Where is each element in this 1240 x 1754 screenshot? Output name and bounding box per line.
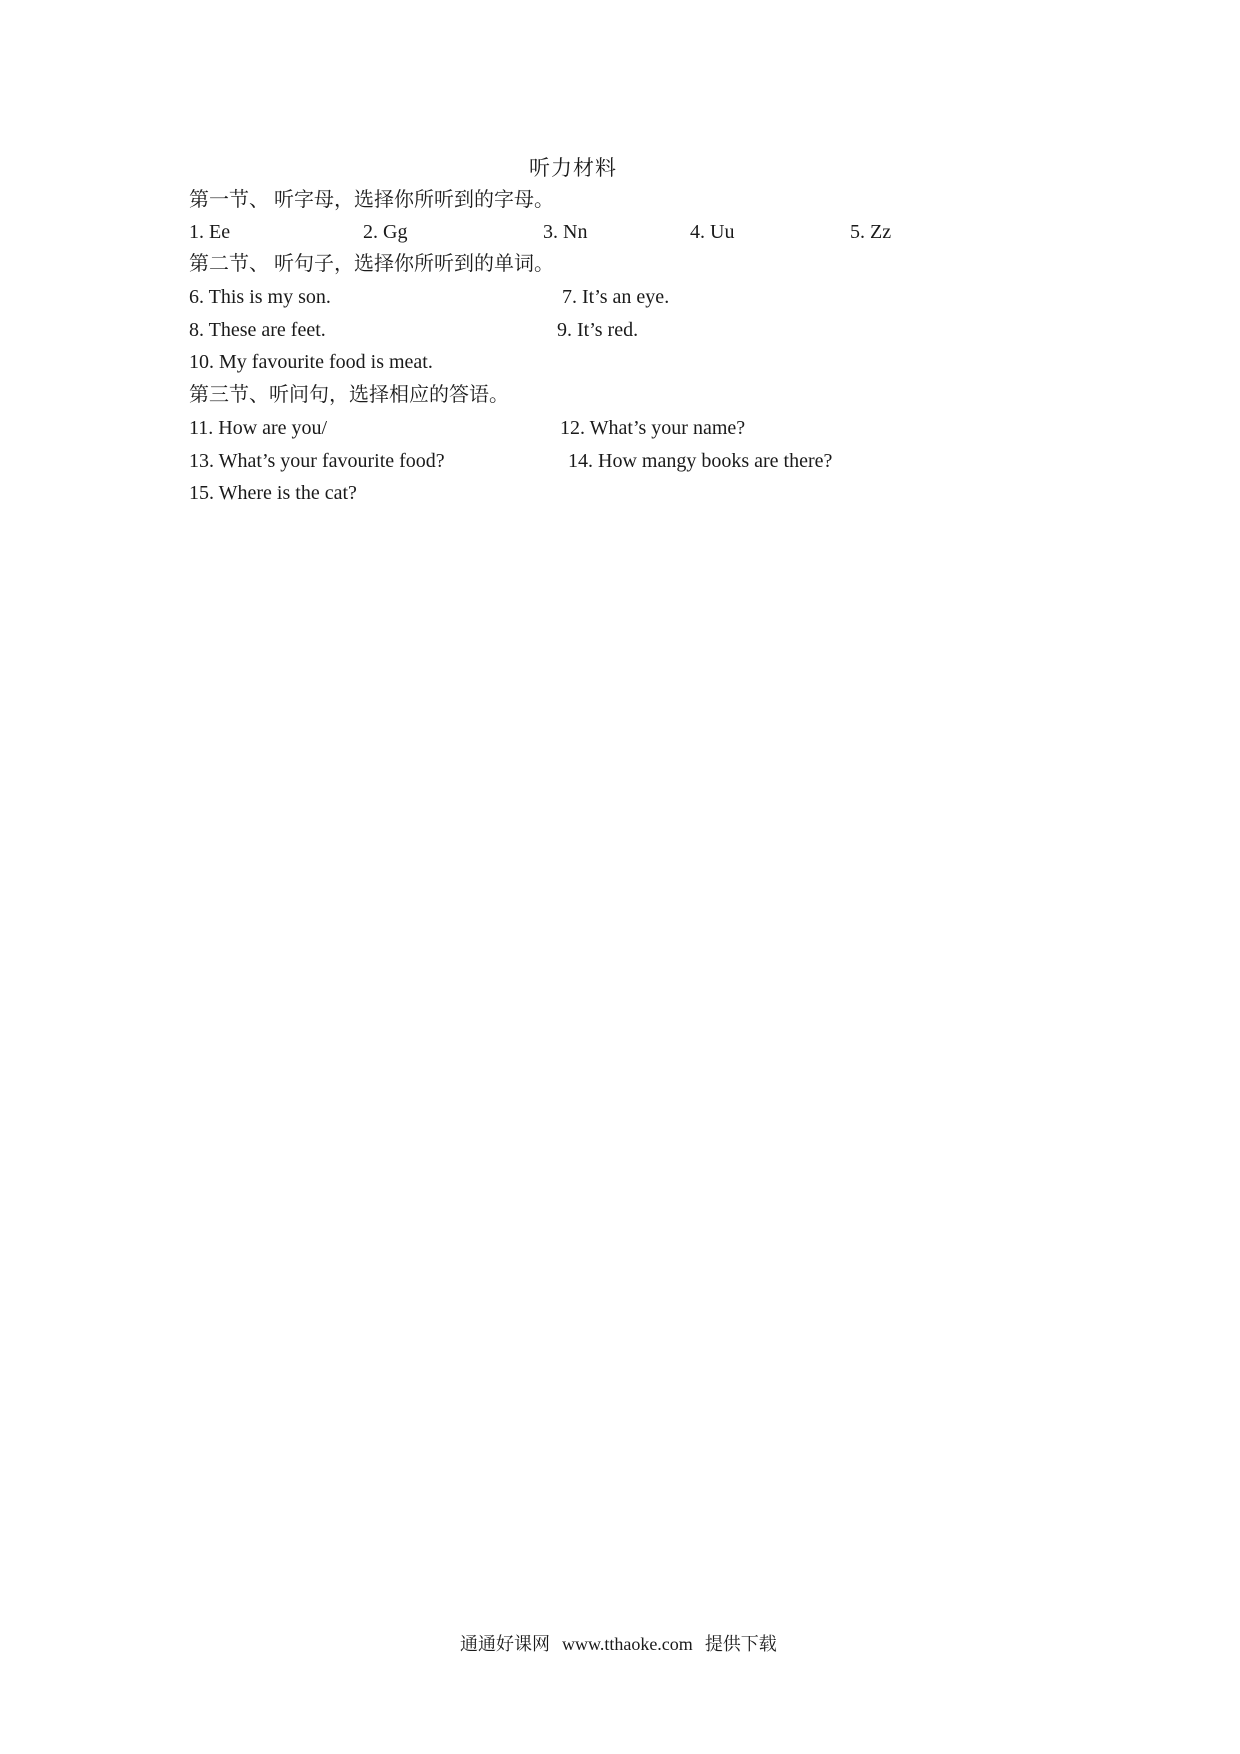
section3-item-14: 14. How mangy books are there? bbox=[568, 450, 833, 472]
section1-heading: 第一节、 听字母，选择你所听到的字母。 bbox=[189, 189, 554, 211]
footer-suffix: 提供下载 bbox=[704, 1634, 777, 1654]
section2-item-7: 7. It’s an eye. bbox=[562, 286, 670, 308]
section2-item-10: 10. My favourite food is meat. bbox=[189, 351, 433, 373]
section1-item-1: 1. Ee bbox=[189, 221, 231, 243]
page-footer bbox=[460, 1630, 789, 1656]
document-title: 听力材料 bbox=[529, 156, 617, 180]
section1-item-3: 3. Nn bbox=[543, 221, 588, 243]
footer-url[interactable]: www.tthaoke.com bbox=[562, 1634, 693, 1654]
section2-heading: 第二节、 听句子，选择你所听到的单词。 bbox=[189, 253, 554, 275]
section3-item-12: 12. What’s your name? bbox=[560, 417, 746, 439]
section2-item-8: 8. These are feet. bbox=[189, 319, 326, 341]
section3-item-15: 15. Where is the cat? bbox=[189, 482, 357, 504]
section3-item-13: 13. What’s your favourite food? bbox=[189, 450, 445, 472]
section1-item-2: 2. Gg bbox=[363, 221, 408, 243]
section2-item-9: 9. It’s red. bbox=[557, 319, 639, 341]
footer-site-name: 通通好课网 bbox=[460, 1634, 550, 1654]
section3-item-11: 11. How are you/ bbox=[189, 417, 328, 439]
section2-item-6: 6. This is my son. bbox=[189, 286, 331, 308]
section3-heading: 第三节、听问句，选择相应的答语。 bbox=[189, 384, 509, 406]
section1-item-5: 5. Zz bbox=[850, 221, 892, 243]
section1-item-4: 4. Uu bbox=[690, 221, 735, 243]
